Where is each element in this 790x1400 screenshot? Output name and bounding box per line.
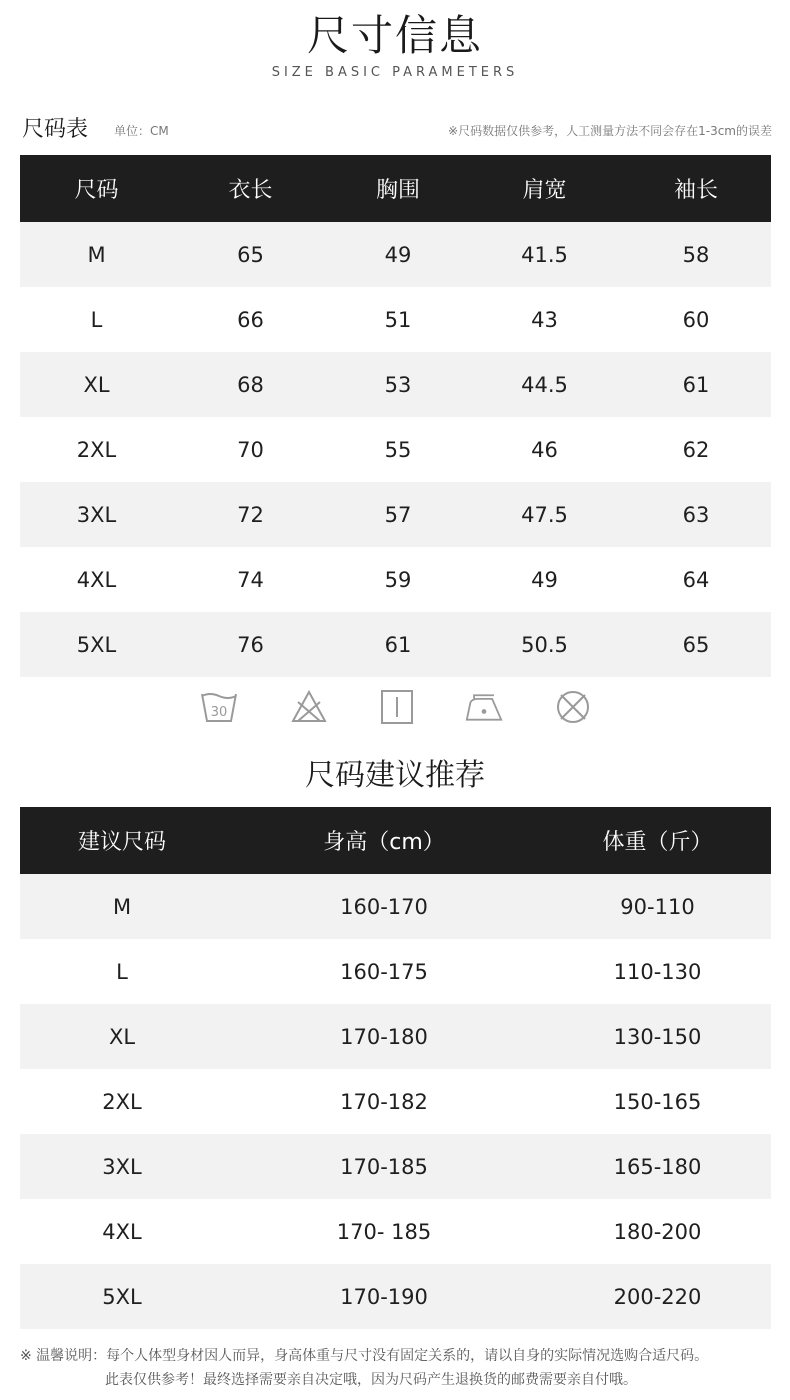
table-cell: 58: [621, 222, 771, 287]
chest-col-header: 胸围: [328, 155, 468, 222]
table-cell: 2XL: [20, 417, 173, 482]
table-cell: 61: [621, 352, 771, 417]
page-title: 尺寸信息: [306, 11, 483, 60]
table-cell: 3XL: [20, 482, 173, 547]
table-cell: 47.5: [468, 482, 621, 547]
table-row: [20, 287, 771, 352]
table-row: [20, 939, 771, 1004]
table-cell: 2XL: [20, 1069, 224, 1134]
table-row: [20, 222, 771, 287]
table-row: [20, 482, 771, 547]
weight-col-header: 体重（斤）: [544, 807, 771, 874]
table-row: [20, 1199, 771, 1264]
no-dry-clean-icon: [554, 688, 592, 726]
table-cell: 170-182: [224, 1069, 544, 1134]
table-row: [20, 1004, 771, 1069]
table-row: [20, 1264, 771, 1329]
page-subtitle: SIZE BASIC PARAMETERS: [271, 65, 519, 80]
size-table-unit: 单位：CM: [114, 124, 169, 138]
table-row: [20, 547, 771, 612]
table-cell: 51: [328, 287, 468, 352]
table-cell: 61: [328, 612, 468, 677]
size-col-header: 尺码: [20, 155, 173, 222]
table-cell: 72: [173, 482, 328, 547]
table-cell: 165-180: [544, 1134, 771, 1199]
footer-note-2: 此表仅供参考！最终选择需要亲自决定哦，因为尺码产生退换货的邮费需要亲自付哦。: [105, 1372, 637, 1388]
sleeve-col-header: 袖长: [621, 155, 771, 222]
table-cell: 44.5: [468, 352, 621, 417]
footer-note-1: ※ 温馨说明：每个人体型身材因人而异，身高体重与尺寸没有固定关系的，请以自身的实际情况选购合适尺码。: [20, 1348, 709, 1364]
table-cell: 170-180: [224, 1004, 544, 1069]
table-row: [20, 352, 771, 417]
table-cell: 59: [328, 547, 468, 612]
table-cell: 65: [621, 612, 771, 677]
table-cell: 110-130: [544, 939, 771, 1004]
table-cell: 41.5: [468, 222, 621, 287]
table-row: [20, 1134, 771, 1199]
table-cell: 64: [621, 547, 771, 612]
table-cell: 5XL: [20, 1264, 224, 1329]
height-col-header: 身高（cm）: [224, 807, 544, 874]
no-bleach-icon: [290, 688, 328, 726]
table-cell: M: [20, 222, 173, 287]
table-cell: 180-200: [544, 1199, 771, 1264]
iron-low-icon: [465, 688, 503, 726]
table-cell: 49: [328, 222, 468, 287]
table-cell: 68: [173, 352, 328, 417]
recommend-title: 尺码建议推荐: [305, 758, 485, 793]
table-cell: XL: [20, 1004, 224, 1069]
suggested-size-col-header: 建议尺码: [20, 807, 224, 874]
table-cell: 70: [173, 417, 328, 482]
care-icons: [200, 688, 600, 728]
table-cell: 4XL: [20, 547, 173, 612]
table-cell: 66: [173, 287, 328, 352]
table-cell: M: [20, 874, 224, 939]
size-table-note: ※尺码数据仅供参考，人工测量方法不同会存在1-3cm的误差: [448, 124, 772, 138]
size-table: [20, 155, 771, 677]
table-cell: 160-170: [224, 874, 544, 939]
table-cell: 5XL: [20, 612, 173, 677]
table-cell: 4XL: [20, 1199, 224, 1264]
table-cell: L: [20, 287, 173, 352]
table-cell: 65: [173, 222, 328, 287]
table-cell: 50.5: [468, 612, 621, 677]
table-cell: 130-150: [544, 1004, 771, 1069]
table-cell: 62: [621, 417, 771, 482]
table-cell: XL: [20, 352, 173, 417]
shoulder-col-header: 肩宽: [468, 155, 621, 222]
length-col-header: 衣长: [173, 155, 328, 222]
table-cell: 63: [621, 482, 771, 547]
table-row: [20, 874, 771, 939]
recommend-table-header: [20, 807, 771, 874]
table-cell: 150-165: [544, 1069, 771, 1134]
table-row: [20, 1069, 771, 1134]
table-row: [20, 417, 771, 482]
table-cell: 57: [328, 482, 468, 547]
table-cell: 170-185: [224, 1134, 544, 1199]
size-table-caption: [22, 112, 772, 148]
hang-dry-icon: [378, 688, 416, 726]
table-cell: 170-190: [224, 1264, 544, 1329]
table-cell: 200-220: [544, 1264, 771, 1329]
table-row: [20, 612, 771, 677]
table-cell: 55: [328, 417, 468, 482]
size-table-header: [20, 155, 771, 222]
table-cell: 90-110: [544, 874, 771, 939]
table-cell: 49: [468, 547, 621, 612]
table-cell: 160-175: [224, 939, 544, 1004]
table-cell: 3XL: [20, 1134, 224, 1199]
table-cell: 76: [173, 612, 328, 677]
size-table-name: 尺码表: [22, 117, 89, 142]
table-cell: 170- 185: [224, 1199, 544, 1264]
table-cell: 46: [468, 417, 621, 482]
table-cell: 74: [173, 547, 328, 612]
table-cell: 43: [468, 287, 621, 352]
wash-temp-label: 30: [210, 705, 228, 720]
table-cell: 53: [328, 352, 468, 417]
recommend-table: [20, 807, 771, 1329]
wash-30-icon: [200, 688, 238, 726]
table-cell: 60: [621, 287, 771, 352]
table-cell: L: [20, 939, 224, 1004]
